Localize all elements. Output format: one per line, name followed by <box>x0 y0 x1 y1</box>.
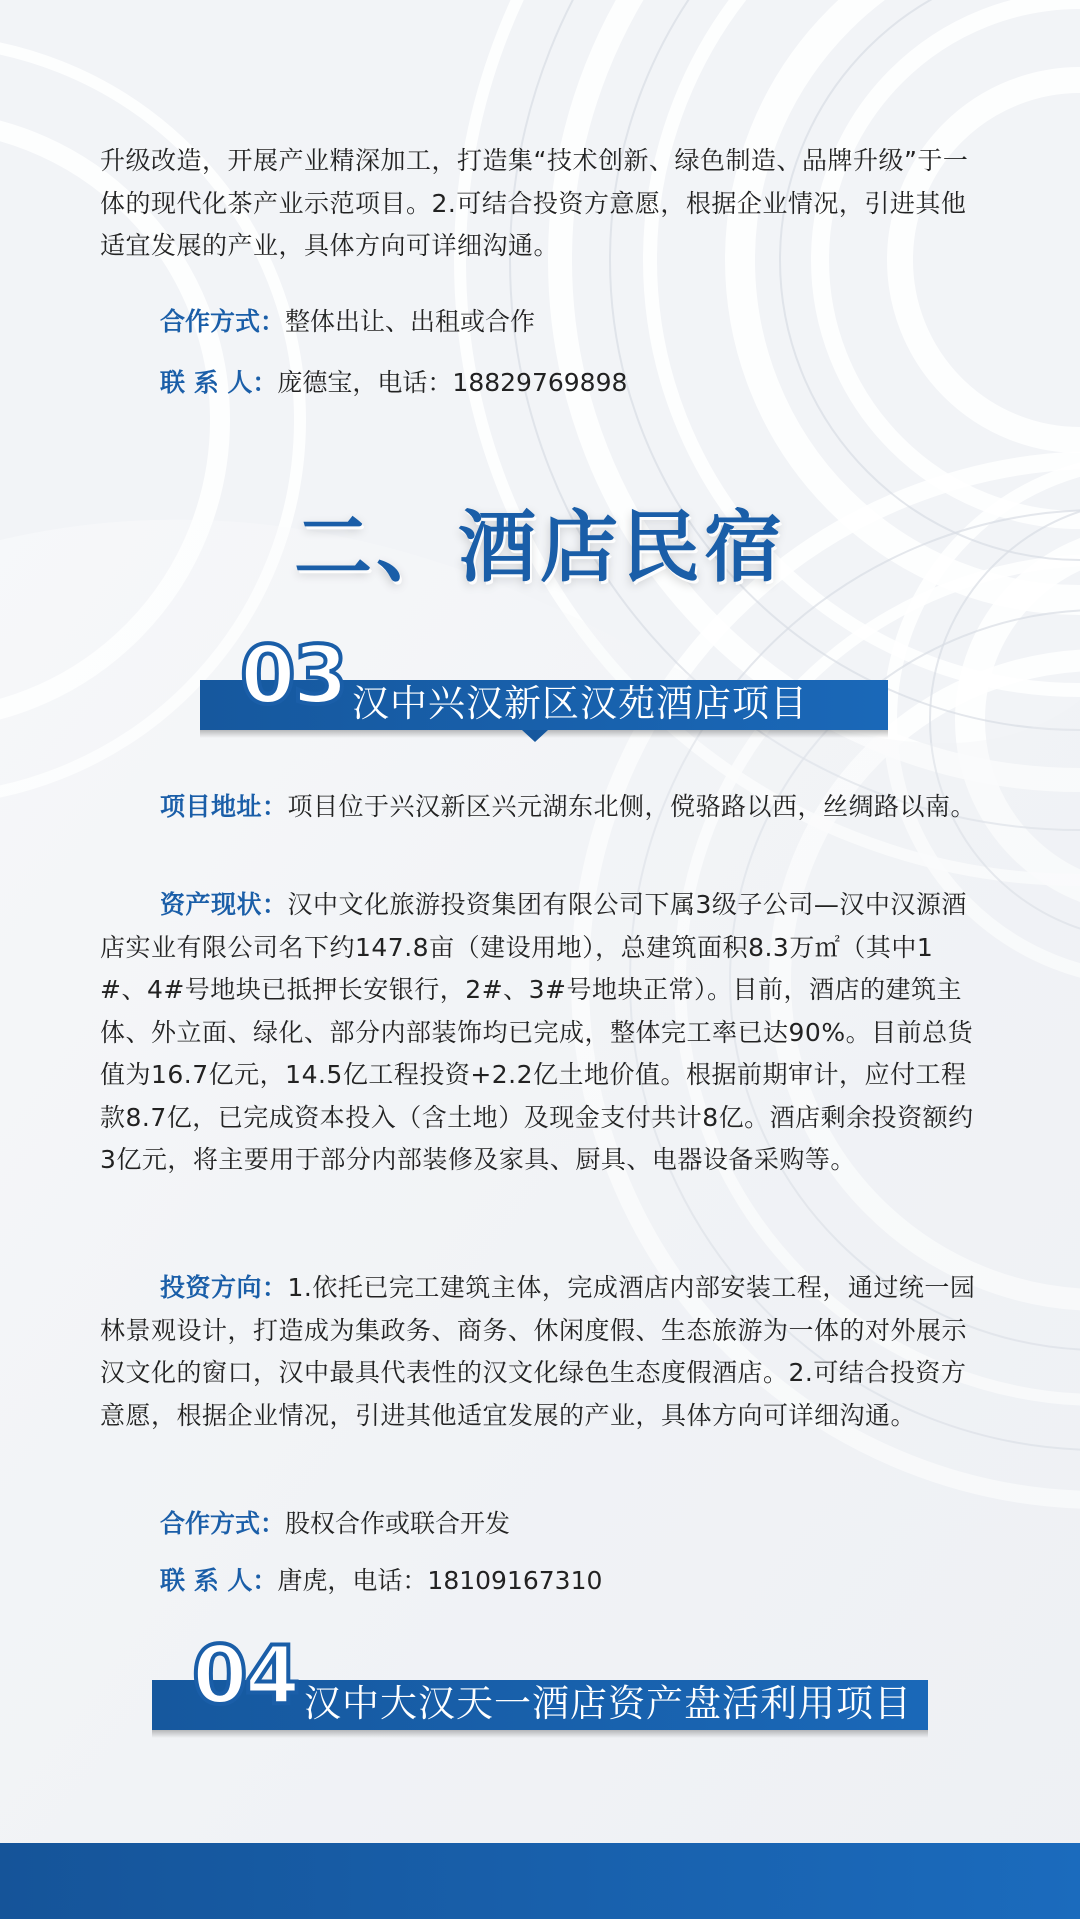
project-03-assets <box>100 884 980 1182</box>
footer-bar <box>0 1843 1080 1919</box>
invest-label: 投资方向： <box>160 1273 288 1302</box>
intro-contact-line <box>160 363 627 403</box>
coop-value: 整体出让、出租或合作 <box>285 307 536 336</box>
address-value: 项目位于兴汉新区兴元湖东北侧，傥骆路以西，丝绸路以南。 <box>287 792 977 821</box>
coop-label: 合作方式： <box>160 307 286 336</box>
invest-value: 1.依托已完工建筑主体，完成酒店内部安装工程，通过统一园林景观设计，打造成为集政务、商务、休闲度假、生态旅游为一体的对外展示汉文化的窗口，汉中最具代表性的汉文化绿色生态度假酒店。2.可结合投资方意愿，根据企业情况，引进其他适宜发展的产业，具体方向可详细沟通。 <box>100 1273 976 1430</box>
project-03-title: 汉中兴汉新区汉苑酒店项目 <box>352 682 808 725</box>
intro-paragraph-text: 升级改造，开展产业精深加工，打造集“技术创新、绿色制造、品牌升级”于一体的现代化茶产业示范项目。2.可结合投资方意愿，根据企业情况，引进其他适宜发展的产业，具体方向可详细沟通。 <box>100 146 969 260</box>
address-label: 项目地址： <box>160 792 288 821</box>
assets-label: 资产现状： <box>160 890 288 919</box>
project-03-address <box>100 786 980 829</box>
project-04-bar-shadow <box>152 1730 928 1738</box>
coop-label: 合作方式： <box>160 1509 286 1538</box>
project-04-title: 汉中大汉天一酒店资产盘活利用项目 <box>304 1682 912 1725</box>
project-04-number: 04 <box>192 1629 298 1722</box>
project-03-investment <box>100 1267 980 1437</box>
project-03-coop-line <box>160 1504 510 1544</box>
assets-value: 汉中文化旅游投资集团有限公司下属3级子公司—汉中汉源酒店实业有限公司名下约147.8亩（建设用地），总建筑面积8.3万㎡（其中1 #、4#号地块已抵押长安银行，2#、3#号地块正常）。目前，酒店的建筑主体、外立面、绿化、部分内部装饰均已完成，整体完工率已达90%。目前总货值为16.7亿元，14.5亿工程投资+2.2亿土地价值。根据前期审计，应付工程款8.7亿，已完成资本投入（含土地）及现金支付共计8亿。酒店剩余投资额约3亿元，将主要用于部分内部装修及家具、厨具、电器设备采购等。 <box>100 890 974 1174</box>
project-04-header <box>152 1629 928 1730</box>
contact-value: 庞德宝，电话：18829769898 <box>277 368 628 397</box>
coop-value: 股权合作或联合开发 <box>285 1509 511 1538</box>
project-03-notch <box>522 730 548 742</box>
section-title: 二、酒店民宿 <box>293 502 786 593</box>
project-03-header <box>200 629 888 730</box>
contact-label: 联 系 人： <box>160 1566 278 1595</box>
contact-label: 联 系 人： <box>160 368 278 397</box>
intro-paragraph <box>100 140 980 268</box>
intro-coop-line <box>160 302 535 342</box>
contact-value: 唐虎，电话：18109167310 <box>277 1566 603 1595</box>
project-03-number: 03 <box>240 629 346 722</box>
project-03-contact-line <box>160 1561 602 1601</box>
